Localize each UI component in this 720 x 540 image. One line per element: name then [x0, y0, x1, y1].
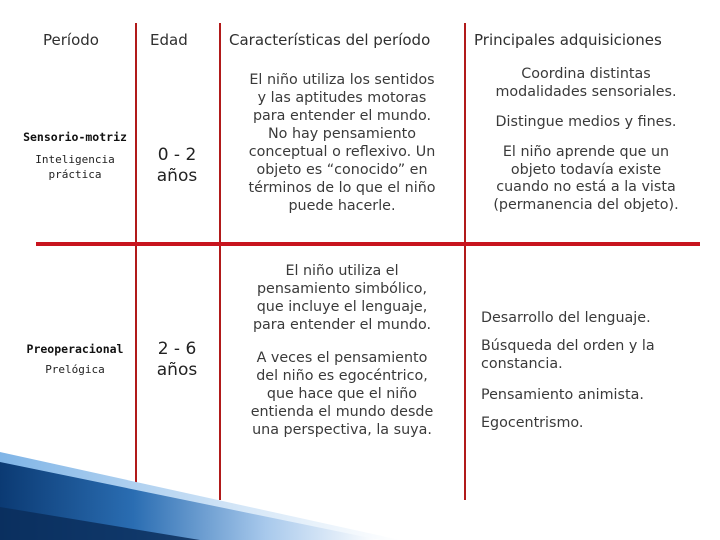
- text-line: Egocentrismo.: [481, 415, 584, 431]
- header-characteristics: Características del período: [229, 31, 431, 49]
- text-line: que hace que el niño: [266, 386, 418, 402]
- row-divider: [36, 242, 700, 246]
- text-line: términos de lo que el niño: [248, 180, 436, 196]
- column-divider-1: [135, 23, 137, 500]
- text-line: A veces el pensamiento: [256, 350, 428, 366]
- text-line: conceptual o reflexivo. Un: [248, 144, 436, 160]
- decorative-corner-wedge: [0, 452, 400, 540]
- text-line: objeto todavía existe: [510, 161, 662, 178]
- acquisition-item: [467, 66, 705, 101]
- text-line: El niño utiliza los sentidos: [249, 72, 435, 88]
- period-sub-1: Inteligencia: [35, 153, 115, 166]
- text-line: constancia.: [481, 355, 563, 372]
- text-line: No hay pensamiento: [267, 126, 417, 142]
- text-line: cuando no está a la vista: [496, 179, 676, 195]
- characteristics-sensorimotor: [222, 71, 462, 215]
- text-line: entienda el mundo desde: [250, 404, 434, 420]
- header-age: Edad: [150, 31, 188, 49]
- text-line: El niño aprende que un: [502, 144, 670, 160]
- text-line: para entender el mundo.: [252, 317, 432, 333]
- characteristics-preoperational-a: [222, 262, 462, 334]
- acquisition-item: [481, 387, 711, 405]
- text-line: Distingue medios y fines.: [495, 114, 677, 130]
- age-unit: años: [156, 166, 198, 186]
- age-range-0-2: 0 - 2: [157, 145, 197, 165]
- characteristics-preoperational-b: [222, 349, 462, 439]
- text-line: para entender el mundo.: [252, 108, 432, 124]
- age-unit: años: [156, 360, 198, 380]
- header-period: Período: [43, 31, 99, 49]
- text-line: Pensamiento animista.: [481, 387, 644, 403]
- period-sub-2: práctica: [48, 168, 102, 181]
- text-line: y las aptitudes motoras: [257, 90, 427, 106]
- header-acquisitions: Principales adquisiciones: [474, 31, 662, 49]
- text-line: pensamiento simbólico,: [256, 281, 428, 297]
- period-sub-1: Prelógica: [45, 363, 105, 376]
- period-name-preoperational: Preoperacional: [26, 342, 124, 356]
- column-divider-3: [464, 23, 466, 500]
- acquisition-item: [467, 114, 705, 132]
- text-line: Coordina distintas: [521, 66, 651, 82]
- text-line: puede hacerle.: [288, 198, 396, 214]
- text-line: El niño utiliza el: [285, 263, 399, 279]
- acquisition-item: [481, 415, 711, 433]
- text-line: modalidades sensoriales.: [495, 83, 677, 100]
- text-line: Desarrollo del lenguaje.: [481, 310, 651, 326]
- text-line: que incluye el lenguaje,: [256, 299, 428, 315]
- text-line: del niño es egocéntrico,: [256, 368, 428, 384]
- column-divider-2: [219, 23, 221, 500]
- text-line: una perspectiva, la suya.: [252, 422, 432, 438]
- acquisition-item: [481, 310, 711, 328]
- text-line: Búsqueda del orden y la: [481, 338, 655, 354]
- period-name-sensorimotor: Sensorio-motriz: [23, 130, 127, 144]
- acquisition-item: [481, 338, 711, 373]
- text-line: objeto es “conocido” en: [256, 162, 428, 178]
- acquisition-item: [467, 144, 705, 214]
- text-line: (permanencia del objeto).: [493, 196, 679, 213]
- age-range-2-6: 2 - 6: [157, 339, 197, 359]
